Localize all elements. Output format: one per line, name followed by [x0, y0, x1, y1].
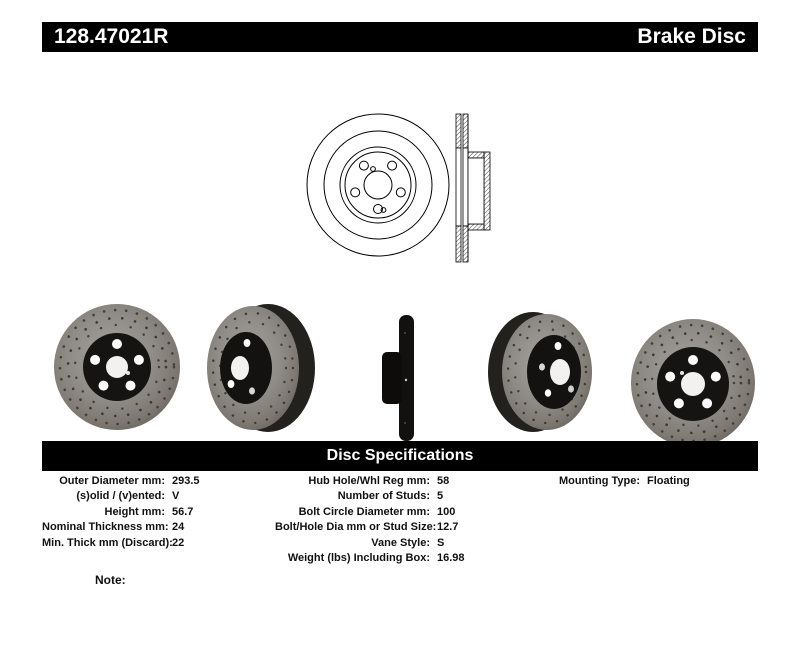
drawing-cross-section [456, 114, 490, 262]
spec-label: Height mm: [104, 505, 165, 518]
spec-row-bolt-hole-dia [275, 520, 465, 535]
spec-value: 22 [172, 536, 185, 549]
spec-label: Min. Thick mm (Discard): [42, 536, 173, 549]
product-photo-angle-right [488, 312, 592, 432]
spec-row-height [42, 505, 200, 520]
spec-value: 5 [437, 490, 444, 503]
drawing-front-view [307, 114, 449, 256]
spec-value: 24 [172, 521, 185, 534]
product-photo-edge [382, 315, 414, 441]
spec-label: Weight (lbs) Including Box: [287, 552, 430, 565]
spec-label: Nominal Thickness mm: [42, 521, 169, 534]
spec-row-bolt-circle [275, 505, 465, 520]
spec-row-weight [275, 551, 465, 566]
product-photos [0, 285, 800, 445]
spec-row-nominal-thickness [42, 520, 200, 535]
spec-label: Hub Hole/Whl Reg mm: [308, 475, 430, 487]
spec-row-outer-diameter [42, 474, 200, 489]
technical-drawing [290, 98, 510, 273]
spec-label: Outer Diameter mm: [59, 475, 165, 487]
spec-label: Bolt/Hole Dia mm or Stud Size: [275, 521, 437, 534]
spec-section-title: Disc Specifications [326, 447, 474, 464]
spec-row-solid-vented [42, 489, 200, 504]
spec-column-left [42, 474, 200, 551]
header-bar [42, 22, 758, 52]
spec-value: 58 [437, 475, 450, 487]
spec-value: Floating [647, 475, 690, 487]
spec-label: Mounting Type: [558, 475, 640, 487]
product-photo-front-angled [631, 319, 755, 445]
note-label: Note: [95, 573, 126, 587]
spec-value: 16.98 [437, 552, 465, 565]
spec-label: (s)olid / (v)ented: [76, 490, 165, 503]
spec-row-hub-hole [275, 474, 465, 489]
spec-row-mounting-type [520, 474, 690, 489]
spec-column-middle [275, 474, 465, 566]
spec-value: 293.5 [172, 475, 200, 487]
spec-label: Number of Studs: [337, 490, 430, 503]
spec-value: S [437, 536, 445, 549]
spec-section-bar [42, 441, 758, 471]
spec-label: Vane Style: [371, 536, 430, 549]
spec-label: Bolt Circle Diameter mm: [298, 505, 430, 518]
spec-row-min-thickness [42, 536, 200, 551]
spec-row-number-of-studs [275, 489, 465, 504]
spec-value: 56.7 [172, 505, 194, 518]
spec-row-vane-style [275, 536, 465, 551]
spec-column-right [520, 474, 690, 489]
product-type-title: Brake Disc [637, 25, 746, 48]
spec-value: V [172, 490, 180, 503]
spec-value: 100 [437, 505, 456, 518]
product-photo-front [54, 304, 180, 430]
spec-value: 12.7 [437, 521, 459, 534]
product-photo-angle-left [207, 304, 315, 432]
part-number: 128.47021R [54, 25, 169, 48]
